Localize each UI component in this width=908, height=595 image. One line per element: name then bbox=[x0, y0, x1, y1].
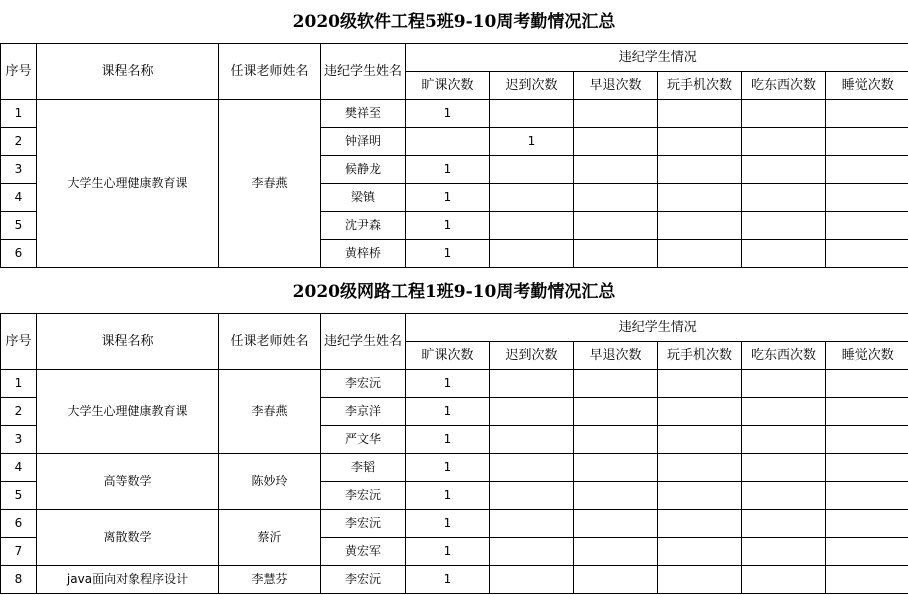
cell-student[interactable]: 樊祥至 bbox=[321, 100, 406, 128]
header-course[interactable]: 课程名称 bbox=[37, 44, 219, 100]
table-row bbox=[1, 100, 908, 128]
cell-count[interactable] bbox=[742, 566, 826, 594]
cell-count[interactable] bbox=[658, 538, 742, 566]
cell-count[interactable] bbox=[574, 184, 658, 212]
cell-count[interactable] bbox=[490, 100, 574, 128]
header-index[interactable]: 序号 bbox=[1, 44, 37, 100]
table-row bbox=[1, 510, 908, 538]
cell-student[interactable]: 李宏沅 bbox=[321, 482, 406, 510]
cell-count[interactable] bbox=[826, 100, 908, 128]
cell-student[interactable]: 严文华 bbox=[321, 426, 406, 454]
cell-count[interactable] bbox=[574, 100, 658, 128]
cell-count[interactable] bbox=[574, 212, 658, 240]
cell-count[interactable] bbox=[742, 398, 826, 426]
cell-index[interactable]: 4 bbox=[1, 184, 37, 212]
cell-index[interactable]: 5 bbox=[1, 212, 37, 240]
cell-count[interactable] bbox=[742, 510, 826, 538]
cell-count[interactable] bbox=[490, 538, 574, 566]
cell-teacher[interactable]: 蔡沂 bbox=[219, 510, 321, 566]
cell-count[interactable] bbox=[658, 156, 742, 184]
cell-count[interactable] bbox=[574, 128, 658, 156]
cell-count[interactable] bbox=[574, 454, 658, 482]
cell-count[interactable] bbox=[742, 212, 826, 240]
cell-count[interactable] bbox=[826, 184, 908, 212]
cell-student[interactable]: 黄宏军 bbox=[321, 538, 406, 566]
cell-student[interactable]: 沈尹森 bbox=[321, 212, 406, 240]
header-violation-group[interactable]: 违纪学生情况 bbox=[406, 314, 908, 342]
cell-count[interactable]: 1 bbox=[406, 566, 490, 594]
cell-student[interactable]: 李宏沅 bbox=[321, 510, 406, 538]
cell-count[interactable] bbox=[742, 156, 826, 184]
cell-count[interactable] bbox=[574, 538, 658, 566]
header-count-col[interactable]: 玩手机次数 bbox=[658, 72, 742, 100]
header-row bbox=[1, 314, 908, 342]
cell-count[interactable] bbox=[490, 184, 574, 212]
cell-teacher[interactable]: 李春燕 bbox=[219, 100, 321, 268]
cell-teacher[interactable]: 陈妙玲 bbox=[219, 454, 321, 510]
cell-count[interactable] bbox=[742, 240, 826, 268]
cell-count[interactable]: 1 bbox=[406, 240, 490, 268]
cell-count[interactable] bbox=[826, 566, 908, 594]
cell-index[interactable]: 2 bbox=[1, 128, 37, 156]
header-count-col[interactable]: 早退次数 bbox=[574, 342, 658, 370]
table-row bbox=[1, 370, 908, 398]
cell-student[interactable]: 钟泽明 bbox=[321, 128, 406, 156]
cell-index[interactable]: 7 bbox=[1, 538, 37, 566]
cell-count[interactable] bbox=[490, 510, 574, 538]
cell-count[interactable]: 1 bbox=[406, 398, 490, 426]
cell-index[interactable]: 5 bbox=[1, 482, 37, 510]
cell-count[interactable] bbox=[742, 482, 826, 510]
cell-index[interactable]: 3 bbox=[1, 426, 37, 454]
cell-count[interactable]: 1 bbox=[406, 212, 490, 240]
cell-count[interactable] bbox=[490, 370, 574, 398]
header-student[interactable]: 违纪学生姓名 bbox=[321, 314, 406, 370]
cell-count[interactable] bbox=[826, 212, 908, 240]
cell-count[interactable] bbox=[742, 184, 826, 212]
cell-count[interactable] bbox=[826, 510, 908, 538]
cell-count[interactable] bbox=[574, 370, 658, 398]
cell-count[interactable]: 1 bbox=[406, 538, 490, 566]
cell-count[interactable] bbox=[490, 482, 574, 510]
cell-count[interactable] bbox=[574, 510, 658, 538]
cell-index[interactable]: 6 bbox=[1, 240, 37, 268]
header-teacher[interactable]: 任课老师姓名 bbox=[219, 314, 321, 370]
cell-count[interactable] bbox=[658, 482, 742, 510]
cell-count[interactable] bbox=[658, 426, 742, 454]
cell-student[interactable]: 李韬 bbox=[321, 454, 406, 482]
header-count-col[interactable]: 吃东西次数 bbox=[742, 342, 826, 370]
attendance-table-class5 bbox=[0, 43, 908, 268]
table-row bbox=[1, 454, 908, 482]
cell-count[interactable] bbox=[574, 156, 658, 184]
header-count-col[interactable]: 吃东西次数 bbox=[742, 72, 826, 100]
cell-count[interactable] bbox=[490, 566, 574, 594]
cell-count[interactable] bbox=[826, 370, 908, 398]
cell-course[interactable]: 大学生心理健康教育课 bbox=[37, 100, 219, 268]
cell-count[interactable]: 1 bbox=[406, 482, 490, 510]
sheet-title-class5: 2020级软件工程5班9-10周考勤情况汇总 bbox=[292, 12, 616, 32]
cell-index[interactable]: 1 bbox=[1, 370, 37, 398]
cell-count[interactable] bbox=[658, 510, 742, 538]
cell-course[interactable]: java面向对象程序设计 bbox=[37, 566, 219, 594]
cell-count[interactable] bbox=[490, 454, 574, 482]
cell-student[interactable]: 李宏沅 bbox=[321, 566, 406, 594]
cell-count[interactable] bbox=[490, 398, 574, 426]
cell-count[interactable] bbox=[490, 426, 574, 454]
cell-count[interactable] bbox=[658, 100, 742, 128]
cell-count[interactable] bbox=[826, 426, 908, 454]
cell-count[interactable] bbox=[658, 128, 742, 156]
cell-count[interactable] bbox=[490, 212, 574, 240]
cell-count[interactable] bbox=[658, 370, 742, 398]
cell-index[interactable]: 4 bbox=[1, 454, 37, 482]
cell-count[interactable] bbox=[490, 240, 574, 268]
header-student[interactable]: 违纪学生姓名 bbox=[321, 44, 406, 100]
cell-count[interactable]: 1 bbox=[406, 454, 490, 482]
cell-count[interactable] bbox=[658, 240, 742, 268]
cell-course[interactable]: 高等数学 bbox=[37, 454, 219, 510]
cell-count[interactable]: 1 bbox=[490, 128, 574, 156]
cell-index[interactable]: 2 bbox=[1, 398, 37, 426]
cell-count[interactable] bbox=[406, 128, 490, 156]
header-count-col[interactable]: 玩手机次数 bbox=[658, 342, 742, 370]
cell-count[interactable] bbox=[742, 454, 826, 482]
cell-count[interactable] bbox=[574, 482, 658, 510]
cell-count[interactable] bbox=[574, 426, 658, 454]
header-violation-group[interactable]: 违纪学生情况 bbox=[406, 44, 908, 72]
header-course[interactable]: 课程名称 bbox=[37, 314, 219, 370]
cell-student[interactable]: 候静龙 bbox=[321, 156, 406, 184]
cell-count[interactable] bbox=[826, 538, 908, 566]
cell-count[interactable]: 1 bbox=[406, 100, 490, 128]
cell-count[interactable] bbox=[742, 100, 826, 128]
header-count-col[interactable]: 旷课次数 bbox=[406, 72, 490, 100]
header-count-col[interactable]: 旷课次数 bbox=[406, 342, 490, 370]
header-count-col[interactable]: 睡觉次数 bbox=[826, 72, 908, 100]
header-index[interactable]: 序号 bbox=[1, 314, 37, 370]
header-row bbox=[1, 44, 908, 72]
cell-count[interactable] bbox=[826, 454, 908, 482]
cell-count[interactable] bbox=[490, 156, 574, 184]
cell-course[interactable]: 离散数学 bbox=[37, 510, 219, 566]
cell-student[interactable]: 李京洋 bbox=[321, 398, 406, 426]
cell-count[interactable] bbox=[826, 482, 908, 510]
cell-count[interactable] bbox=[826, 240, 908, 268]
cell-student[interactable]: 梁镇 bbox=[321, 184, 406, 212]
sheet-title-network1: 2020级网路工程1班9-10周考勤情况汇总 bbox=[292, 282, 616, 302]
cell-count[interactable] bbox=[658, 398, 742, 426]
cell-index[interactable]: 8 bbox=[1, 566, 37, 594]
header-count-col[interactable]: 迟到次数 bbox=[490, 72, 574, 100]
cell-count[interactable] bbox=[574, 566, 658, 594]
cell-count[interactable] bbox=[826, 156, 908, 184]
cell-count[interactable] bbox=[826, 398, 908, 426]
cell-count[interactable]: 1 bbox=[406, 510, 490, 538]
cell-teacher[interactable]: 李春燕 bbox=[219, 370, 321, 454]
cell-count[interactable] bbox=[574, 398, 658, 426]
cell-student[interactable]: 黄梓桥 bbox=[321, 240, 406, 268]
cell-count[interactable] bbox=[742, 538, 826, 566]
header-teacher[interactable]: 任课老师姓名 bbox=[219, 44, 321, 100]
cell-count[interactable]: 1 bbox=[406, 184, 490, 212]
table-row bbox=[1, 566, 908, 594]
attendance-table-network1 bbox=[0, 313, 908, 594]
cell-count[interactable] bbox=[658, 454, 742, 482]
cell-count[interactable]: 1 bbox=[406, 426, 490, 454]
cell-count[interactable] bbox=[826, 128, 908, 156]
cell-course[interactable]: 大学生心理健康教育课 bbox=[37, 370, 219, 454]
cell-count[interactable] bbox=[658, 184, 742, 212]
cell-count[interactable] bbox=[658, 566, 742, 594]
cell-index[interactable]: 3 bbox=[1, 156, 37, 184]
cell-index[interactable]: 1 bbox=[1, 100, 37, 128]
header-count-col[interactable]: 睡觉次数 bbox=[826, 342, 908, 370]
cell-index[interactable]: 6 bbox=[1, 510, 37, 538]
cell-student[interactable]: 李宏沅 bbox=[321, 370, 406, 398]
cell-count[interactable] bbox=[658, 212, 742, 240]
cell-count[interactable]: 1 bbox=[406, 370, 490, 398]
cell-count[interactable]: 1 bbox=[406, 156, 490, 184]
header-count-col[interactable]: 早退次数 bbox=[574, 72, 658, 100]
cell-count[interactable] bbox=[742, 128, 826, 156]
cell-count[interactable] bbox=[742, 370, 826, 398]
cell-teacher[interactable]: 李慧芬 bbox=[219, 566, 321, 594]
cell-count[interactable] bbox=[574, 240, 658, 268]
header-count-col[interactable]: 迟到次数 bbox=[490, 342, 574, 370]
cell-count[interactable] bbox=[742, 426, 826, 454]
